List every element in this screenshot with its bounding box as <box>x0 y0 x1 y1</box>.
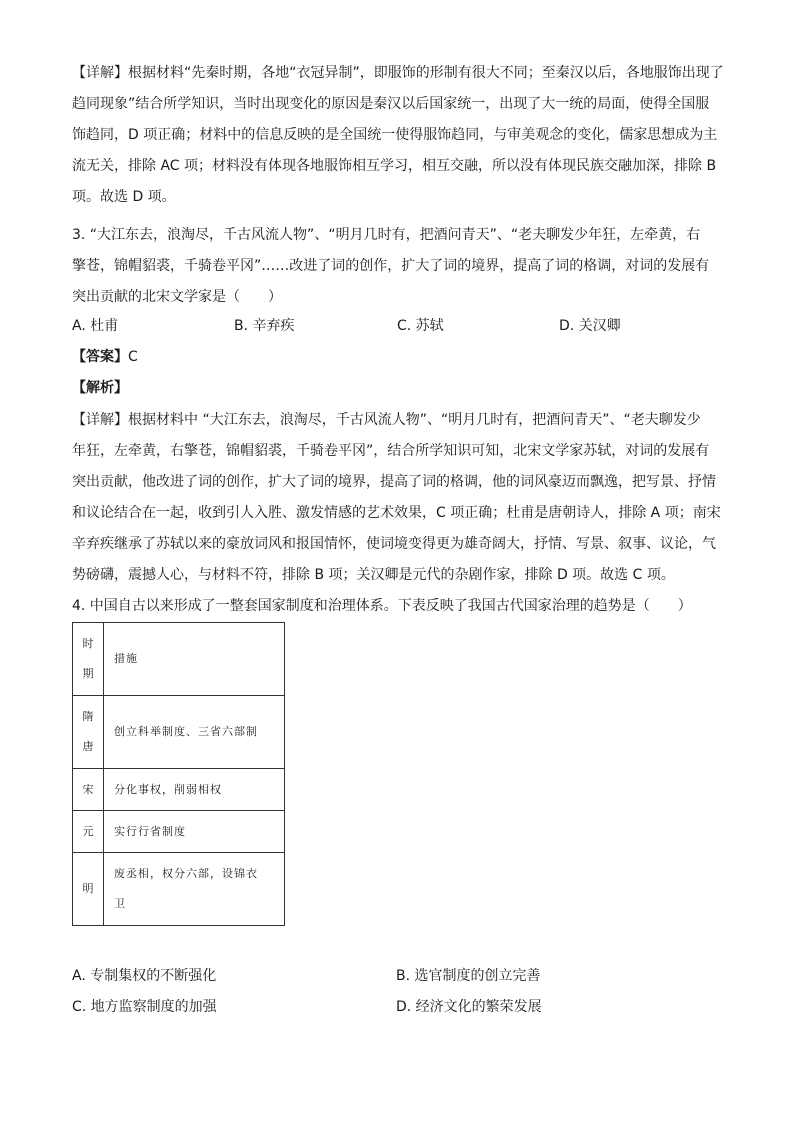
q4-stem-line: 4. 中国自古以来形成了一整套国家制度和治理体系。下表反映了我国古代国家治理的趋势是（ ） <box>72 598 692 614</box>
q4-option-a: A. 专制集权的不断强化 <box>72 968 217 984</box>
q3-explanation-line: 辛弃疾继承了苏轼以来的豪放词风和报国情怀，使词境变得更为雄奇阔大，抒情、写景、叙事、议论，气 <box>72 536 716 552</box>
q2-explanation-line: 【详解】根据材料“先秦时期，各地“衣冠异制”，即服饰的形制有很大不同；至秦汉以后，各地服饰出现了 <box>72 65 724 81</box>
q2-explanation-line: 饰趋同，D 项正确；材料中的信息反映的是全国统一使得服饰趋同，与审美观念的变化，儒家思想成为主 <box>72 127 718 143</box>
q2-explanation-line: 项。故选 D 项。 <box>72 189 176 205</box>
q4-options-row-2 <box>72 997 722 1017</box>
q3-explanation-line: 势磅礴，震撼人心，与材料不符，排除 B 项；关汉卿是元代的杂剧作家，排除 D 项。故选 C 项。 <box>72 567 675 583</box>
q3-option-d: D. 关汉卿 <box>559 318 621 334</box>
q4-option-b: B. 选官制度的创立完善 <box>396 968 541 984</box>
measure-cell: 废丞相，权分六部，设锦衣 卫 <box>104 853 285 926</box>
q3-explanation <box>72 405 722 591</box>
table-header-row <box>73 623 285 696</box>
measure-cell: 实行行省制度 <box>104 811 285 853</box>
header-measure-cell: 措施 <box>104 623 285 696</box>
q3-explanation-line: 年狂，左牵黄，右擎苍，锦帽貂裘，千骑卷平冈”，结合所学知识可知，北宋文学家苏轼，对词的发展有 <box>72 443 710 459</box>
measure-cell: 分化事权，削弱相权 <box>104 769 285 811</box>
period-cell: 明 <box>73 853 104 926</box>
answer-value: C <box>128 349 138 365</box>
q3-option-c: C. 苏轼 <box>397 318 444 334</box>
period-cell: 元 <box>73 811 104 853</box>
analysis-label: 【解析】 <box>72 380 128 396</box>
q3-explanation-line: 和议论结合在一起，收到引人入胜、激发情感的艺术效果，C 项正确；杜甫是唐朝诗人，排除 A 项；南宋 <box>72 505 721 521</box>
table-row <box>73 853 285 926</box>
table-row <box>73 696 285 769</box>
q3-stem-line: 擎苍，锦帽貂裘，千骑卷平冈”……改进了词的创作，扩大了词的境界，提高了词的格调，对词的发展有 <box>72 258 710 274</box>
period-cell: 隋 唐 <box>73 696 104 769</box>
q3-explanation-line: 突出贡献，他改进了词的创作，扩大了词的境界，提高了词的格调，他的词风豪迈而飘逸，把写景、抒情 <box>72 474 716 490</box>
period-cell: 宋 <box>73 769 104 811</box>
q4-options-row-1 <box>72 966 722 986</box>
q3-analysis-heading <box>72 373 722 404</box>
q3-answer <box>72 342 722 373</box>
q3-stem <box>72 220 722 313</box>
history-table <box>72 622 285 926</box>
q2-explanation <box>72 58 722 213</box>
q3-option-b: B. 辛弃疾 <box>234 318 295 334</box>
header-period-cell: 时 期 <box>73 623 104 696</box>
q2-explanation-line: 趋同现象”结合所学知识，当时出现变化的原因是秦汉以后国家统一，出现了大一统的局面，使得全国服 <box>72 96 710 112</box>
q4-option-c: C. 地方监察制度的加强 <box>72 999 217 1015</box>
q3-stem-line: 突出贡献的北宋文学家是（ ） <box>72 289 282 305</box>
answer-label: 【答案】 <box>72 349 128 365</box>
table-row <box>73 811 285 853</box>
q4-stem <box>72 591 722 622</box>
q3-stem-line: 3. “大江东去，浪淘尽，千古风流人物”、“明月几时有，把酒问青天”、“老夫聊发少年狂，左牵黄，右 <box>72 227 701 243</box>
q3-explanation-line: 【详解】根据材料中 “大江东去，浪淘尽，千古风流人物”、“明月几时有，把酒问青天”、“老夫聊发少 <box>72 412 701 428</box>
q2-explanation-line: 流无关，排除 AC 项；材料没有体现各地服饰相互学习，相互交融，所以没有体现民族交融加深，排除 B <box>72 158 717 174</box>
q3-option-a: A. 杜甫 <box>72 318 119 334</box>
table-row <box>73 769 285 811</box>
measure-cell: 创立科举制度、三省六部制 <box>104 696 285 769</box>
q3-options <box>72 316 722 336</box>
q4-option-d: D. 经济文化的繁荣发展 <box>396 999 542 1015</box>
